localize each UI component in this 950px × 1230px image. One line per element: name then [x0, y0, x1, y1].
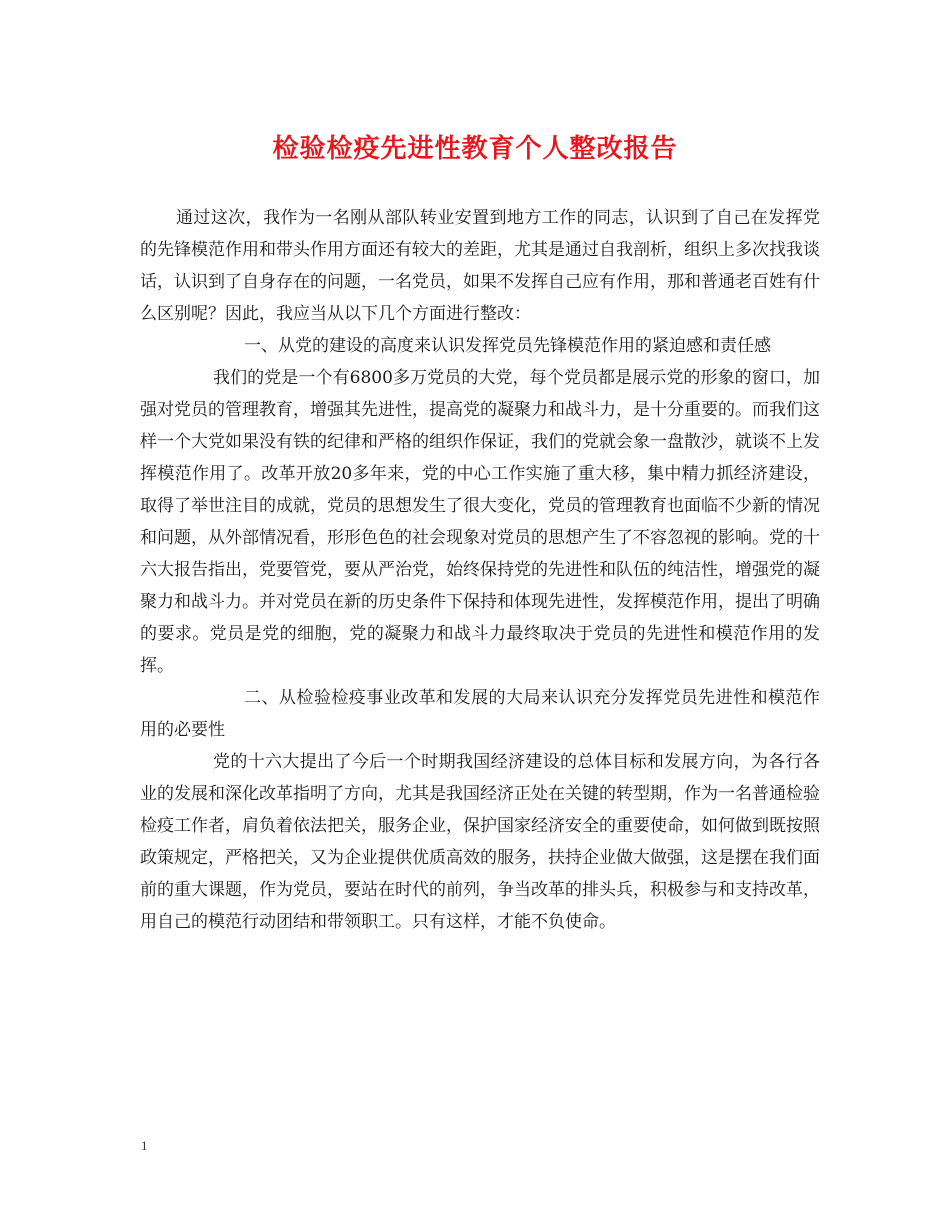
section-paragraph-1: 我们的党是一个有6800多万党员的大党，每个党员都是展示党的形象的窗口，加强对党员的管理教育，增强其先进性，提高党的凝聚力和战斗力，是十分重要的。而我们这样一个大党如果没有铁的纪律和严格的组织作保证，我们的党就会象一盘散沙，就谈不上发挥模范作用了。改革开放20多年来，党的中心工作实施了重大移，集中精力抓经济建设，取得了举世注目的成就，党员的思想发生了很大变化，党员的管理教育也面临不少新的情况和问题，从外部情况看，形形色色的社会现象对党员的思想产生了不容忽视的影响。党的十六大报告指出，党要管党，要从严治党，始终保持党的先进性和队伍的纯洁性，增强党的凝聚力和战斗力。并对党员在新的历史条件下保持和体现先进性，发挥模范作用，提出了明确的要求。党员是党的细胞，党的凝聚力和战斗力最终取决于党员的先进性和模范作用的发挥。: [140, 368, 820, 676]
document-body: [140, 202, 820, 938]
document-title: 检验检疫先进性教育个人整改报告: [272, 134, 678, 164]
section-heading-1: 一、从党的建设的高度来认识发挥党员先锋模范作用的紧迫感和责任感: [244, 336, 771, 356]
section-heading-2: 二、从检验检疫事业改革和发展的大局来认识充分发挥党员先进性和模范作用的必要性: [140, 688, 820, 740]
intro-paragraph: 通过这次，我作为一名刚从部队转业安置到地方工作的同志，认识到了自己在发挥党的先锋模范作用和带头作用方面还有较大的差距，尤其是通过自我剖析，组织上多次找我谈话，认识到了自身存在的问题，一名党员，如果不发挥自己应有作用，那和普通老百姓有什么区别呢？因此，我应当从以下几个方面进行整改：: [140, 208, 820, 324]
page-number: 1: [141, 1138, 148, 1153]
section-paragraph-2: 党的十六大提出了今后一个时期我国经济建设的总体目标和发展方向，为各行各业的发展和深化改革指明了方向，尤其是我国经济正处在关键的转型期，作为一名普通检验检疫工作者，肩负着依法把关，服务企业，保护国家经济安全的重要使命，如何做到既按照政策规定，严格把关，又为企业提供优质高效的服务，扶持企业做大做强，这是摆在我们面前的重大课题，作为党员，要站在时代的前列，争当改革的排头兵，积极参与和支持改革，用自己的模范行动团结和带领职工。只有这样，才能不负使命。: [140, 752, 820, 932]
